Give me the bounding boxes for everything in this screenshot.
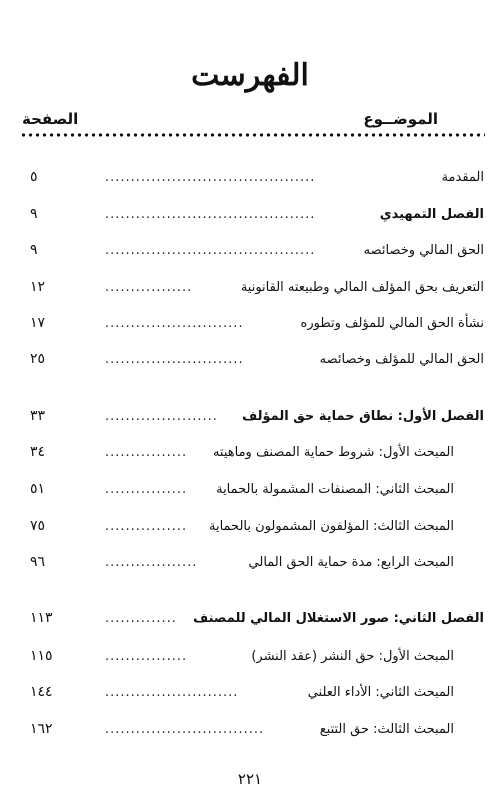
toc-entry-page: ٧٥ xyxy=(30,518,46,534)
toc-entry-title: المقدمة xyxy=(441,170,484,185)
toc-entry-page: ٥١ xyxy=(30,481,46,497)
toc-entry-page: ١٧ xyxy=(30,315,46,331)
toc-entry-page: ١١٥ xyxy=(30,648,53,664)
page-number: ٢٢١ xyxy=(237,770,263,788)
toc-entry-page: ١٢ xyxy=(30,279,46,295)
toc-entry-title: الفصل الثاني: صور الاستغلال المالي للمصنف xyxy=(193,611,484,626)
toc-row xyxy=(0,681,500,707)
toc-entry-title: المبحث الثاني: الأداء العلني xyxy=(307,685,454,700)
toc-row xyxy=(0,312,500,338)
toc-row xyxy=(0,441,500,467)
toc-leader-dots: ................ xyxy=(105,649,188,664)
toc-leader-dots: ........................... xyxy=(105,316,244,331)
toc-entry-title: الحق المالي وخصائصه xyxy=(363,243,484,258)
toc-entry-title: المبحث الثالث: حق التتبع xyxy=(319,722,454,737)
toc-leader-dots: ................. xyxy=(105,280,193,295)
toc-entry-page: ٢٥ xyxy=(30,351,46,367)
toc-leader-dots: ...................... xyxy=(105,409,218,424)
toc-leader-dots: ................ xyxy=(105,445,188,460)
toc-leader-dots: .................. xyxy=(105,555,198,570)
toc-row xyxy=(0,276,500,302)
toc-row xyxy=(0,478,500,504)
toc-entry-page: ١١٣ xyxy=(30,610,53,626)
toc-entry-page: ٥ xyxy=(30,169,38,185)
page-title: الفهرست xyxy=(191,58,309,93)
column-header-page: الصفحة xyxy=(22,110,79,128)
toc-entry-page: ٩٦ xyxy=(30,554,46,570)
toc-entry-page: ٣٤ xyxy=(30,444,46,460)
toc-leader-dots: ......................................... xyxy=(105,207,316,222)
toc-entry-title: المبحث الرابع: مدة حماية الحق المالي xyxy=(248,555,454,570)
toc-entry-page: ٩ xyxy=(30,242,38,258)
toc-entry-title: الفصل الأول: نطاق حماية حق المؤلف xyxy=(242,409,484,424)
toc-leader-dots: ......................................... xyxy=(105,243,316,258)
toc-row xyxy=(0,551,500,577)
column-header-topic: الموضــوع xyxy=(363,110,438,128)
toc-row xyxy=(0,405,500,431)
toc-entry-title: الفصل التمهيدي xyxy=(379,207,484,222)
toc-leader-dots: ........................... xyxy=(105,352,244,367)
toc-row xyxy=(0,607,500,633)
toc-row xyxy=(0,166,500,192)
toc-leader-dots: .......................... xyxy=(105,685,239,700)
toc-row xyxy=(0,203,500,229)
toc-leader-dots: .............. xyxy=(105,611,177,626)
toc-entry-title: المبحث الأول: شروط حماية المصنف وماهيته xyxy=(212,445,454,460)
toc-entry-title: المبحث الثالث: المؤلفون المشمولون بالحماية xyxy=(208,519,454,534)
toc-row xyxy=(0,515,500,541)
toc-entry-page: ١٦٢ xyxy=(30,721,53,737)
toc-leader-dots: ................ xyxy=(105,482,188,497)
toc-entry-page: ٩ xyxy=(30,206,38,222)
toc-row xyxy=(0,348,500,374)
toc-leader-dots: ......................................... xyxy=(105,170,316,185)
dotted-divider xyxy=(20,132,485,138)
toc-entry-title: الحق المالي للمؤلف وخصائصه xyxy=(319,352,484,367)
toc-entry-title: المبحث الثاني: المصنفات المشمولة بالحماية xyxy=(216,482,454,497)
toc-leader-dots: ............................... xyxy=(105,722,265,737)
toc-row xyxy=(0,645,500,671)
toc-entry-title: نشأة الحق المالي للمؤلف وتطوره xyxy=(300,316,484,331)
toc-entry-title: التعريف بحق المؤلف المالي وطبيعته القانونية xyxy=(240,280,484,295)
toc-leader-dots: ................ xyxy=(105,519,188,534)
toc-entry-page: ٣٣ xyxy=(30,408,46,424)
toc-entry-title: المبحث الأول: حق النشر (عقد النشر) xyxy=(251,649,454,664)
toc-row xyxy=(0,718,500,744)
toc-row xyxy=(0,239,500,265)
toc-entry-page: ١٤٤ xyxy=(30,684,53,700)
